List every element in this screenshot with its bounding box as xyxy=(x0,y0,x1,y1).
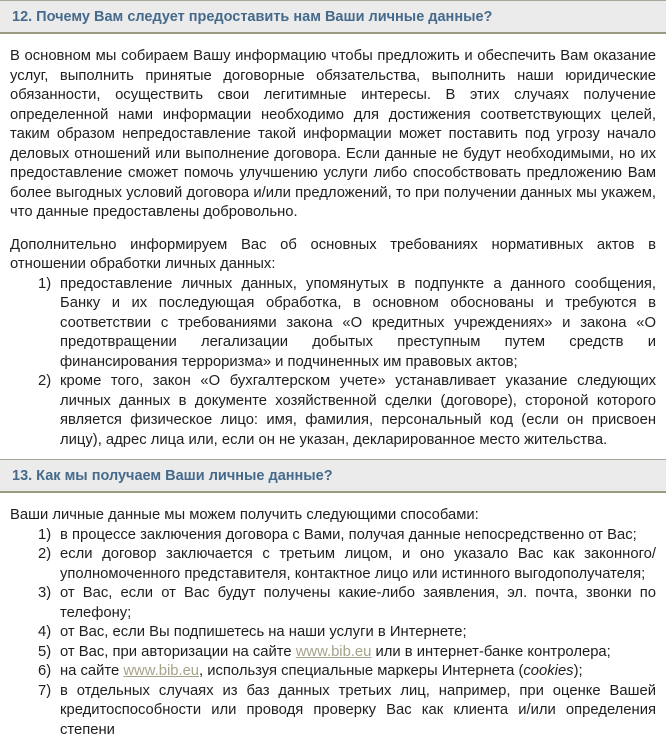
text-run: от Вас, если от Вас будут получены какие-либо заявления, эл. почта, звонки по телефону; xyxy=(60,585,656,621)
list-item xyxy=(38,545,656,584)
text-run: на сайте xyxy=(60,663,124,679)
text-run: в процессе заключения договора с Вами, получая данные непосредственно от Вас; xyxy=(60,526,637,543)
text-run: если договор заключается с третьим лицом, и оно указало Вас как законного/уполномоченного представителя, контактное лицо или истинного выгодополучателя; xyxy=(60,546,656,582)
list-item xyxy=(38,372,656,450)
list-item-text xyxy=(60,662,656,682)
text-run: или в интернет-банке контролера; xyxy=(371,643,611,660)
text-run: В основном мы собираем Вашу информацию чтобы предложить и обеспечить Вам оказание услуг, выполнить принятые договорные обязательства, выполнить наши юридические обязанности, осуществить свои легитимные интересы. В этих случаях получение определенной нами информации необходимо для достижения соответствующих целей, таким образом непредоставление такой информации может поставить под угрозу начало деловых отношений или выполнение договора. Если данные не будут необходимыми, но их предоставление сможет помочь улучшению услуги либо способствовать предложению Вам более выгодных условий договора и/или предложений, то при получении данных мы укажем, что данные предоставлены добровольно. xyxy=(10,48,656,220)
inline-link[interactable]: www.bib.eu xyxy=(123,663,200,679)
list-item xyxy=(38,526,656,546)
list-item xyxy=(38,662,656,682)
text-run: ); xyxy=(573,663,583,679)
text-run: от Вас, при авторизации на сайте xyxy=(60,643,296,660)
list-item-number: 6) xyxy=(38,663,52,679)
list-item-text xyxy=(60,275,656,373)
text-run: кроме того, закон «О бухгалтерском учете» устанавливает указание следующих личных данных в документе хозяйственной сделки (договоре), стороной которого является физическое лицо: имя, фамилия, персональный код (если он присвоен лицу), адрес лица или, если он не указан, декларированное место жительства. xyxy=(60,373,656,448)
paragraph xyxy=(10,506,656,526)
list-item xyxy=(38,584,656,623)
list-item-text xyxy=(60,643,656,663)
section-13-heading: 13. Как мы получаем Ваши личные данные? xyxy=(0,459,666,493)
list-item-number: 5) xyxy=(38,643,52,660)
list-item-text xyxy=(60,545,656,584)
section-13-body xyxy=(0,506,666,749)
numbered-list xyxy=(10,275,656,451)
paragraph xyxy=(10,47,656,223)
section-13 xyxy=(0,459,666,749)
list-item-text xyxy=(60,682,656,741)
list-item-number: 1) xyxy=(38,526,52,543)
list-item-number: 4) xyxy=(38,624,52,640)
numbered-list xyxy=(10,526,656,741)
text-run: в отдельных случаях из баз данных третьих лиц, например, при оценке Вашей кредитоспособности или проводя проверку Вас как клиента и/или определения степени xyxy=(60,682,656,738)
list-item xyxy=(38,643,656,663)
list-item-number: 2) xyxy=(38,546,52,562)
section-12-body xyxy=(0,47,666,459)
list-item-number: 2) xyxy=(38,373,52,389)
list-item-text xyxy=(60,372,656,450)
text-run: от Вас, если Вы подпишетесь на наши услуги в Интернете; xyxy=(60,624,467,640)
text-run: Ваши личные данные мы можем получить следующими способами: xyxy=(10,507,479,523)
list-item xyxy=(38,275,656,373)
list-item-text xyxy=(60,584,656,623)
list-item xyxy=(38,682,656,741)
inline-link[interactable]: www.bib.eu xyxy=(295,643,372,660)
list-item-text xyxy=(60,623,656,643)
list-item-number: 3) xyxy=(38,585,52,601)
list-item-number: 1) xyxy=(38,275,52,292)
text-run: , используя специальные маркеры Интернета ( xyxy=(199,663,524,679)
section-12-heading: 12. Почему Вам следует предоставить нам Ваши личные данные? xyxy=(0,0,666,34)
list-item-number: 7) xyxy=(38,682,52,699)
list-item-text xyxy=(60,526,656,546)
italic-text: cookies xyxy=(523,663,574,679)
paragraph xyxy=(10,236,656,275)
list-item xyxy=(38,623,656,643)
text-run: Дополнительно информируем Вас об основных требованиях нормативных актов в отношении обработки личных данных: xyxy=(10,236,656,272)
text-run: предоставление личных данных, упомянутых в подпункте а данного сообщения, Банку и их последующая обработка, в основном обоснованы и требуются в соответствии с требованиями закона «О кредитных учреждениях» и закона «О предотвращении легализации добытых преступным путем средств и финансирования терроризма» и подчиненных им правовых актов; xyxy=(60,275,656,370)
